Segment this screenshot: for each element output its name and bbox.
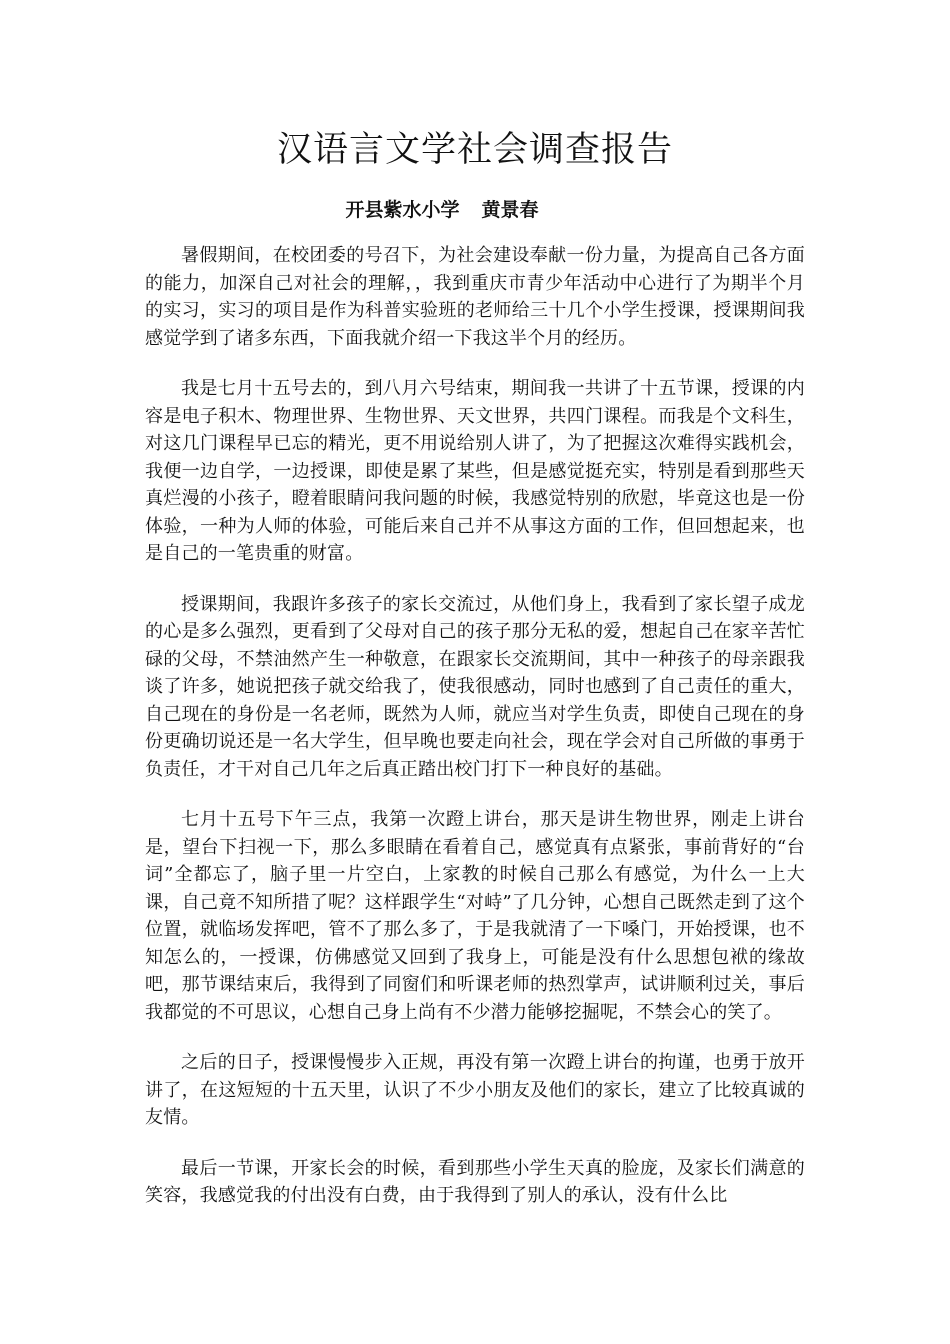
paragraph: 七月十五号下午三点，我第一次蹬上讲台，那天是讲生物世界，刚走上讲台是，望台下扫视一下，那么多眼睛在看着自己，感觉真有点紧张，事前背好的“台词”全都忘了，脑子里一片空白，上家教的时候自己那么有感觉，为什么一上大课，自己竟不知所措了呢？这样跟学生“对峙”了几分钟，心想自己既然走到了这个位置，就临场发挥吧，管不了那么多了，于是我就清了一下嗓门，开始授课，也不知怎么的，一授课，仿佛感觉又回到了我身上，可能是没有什么思想包袱的缘故吧，那节课结束后，我得到了同窗们和听课老师的热烈掌声，试讲顺利过关，事后我都觉的不可思议，心想自己身上尚有不少潜力能够挖掘呢，不禁会心的笑了。	[145, 809, 805, 1023]
author-byline	[0, 196, 884, 224]
paragraph: 我是七月十五号去的，到八月六号结束，期间我一共讲了十五节课，授课的内容是电子积木、物理世界、生物世界、天文世界，共四门课程。而我是个文科生，对这几门课程早已忘的精光，更不用说给别人讲了，为了把握这次难得实践机会，我便一边自学，一边授课，即使是累了某些，但是感觉挺充实，特别是看到那些天真烂漫的小孩子，瞪着眼睛问我问题的时候，我感觉特别的欣慰，毕竟这也是一份体验，一种为人师的体验，可能后来自己并不从事这方面的工作，但回想起来，也是自己的一笔贵重的财富。	[145, 378, 805, 564]
author-school: 开县紫水小学	[345, 199, 460, 221]
paragraph: 授课期间，我跟许多孩子的家长交流过，从他们身上，我看到了家长望子成龙的心是多么强烈，更看到了父母对自己的孩子那分无私的爱，想起自己在家辛苦忙碌的父母，不禁油然产生一种敬意，在跟家长交流期间，其中一种孩子的母亲跟我谈了许多，她说把孩子就交给我了，使我很感动，同时也感到了自己责任的重大，自己现在的身份是一名老师，既然为人师，就应当对学生负责，即使自己现在的身份更确切说还是一名大学生，但早晚也要走向社会，现在学会对自己所做的事勇于负责任，才干对自己几年之后真正踏出校门打下一种良好的基础。	[145, 593, 805, 780]
paragraph: 之后的日子，授课慢慢步入正规，再没有第一次蹬上讲台的拘谨，也勇于放开讲了，在这短短的十五天里，认识了不少小朋友及他们的家长，建立了比较真诚的友情。	[145, 1052, 805, 1128]
document-title: 汉语言文学社会调查报告	[276, 130, 673, 170]
paragraph: 暑假期间，在校团委的号召下，为社会建设奉献一份力量，为提高自己各方面的能力，加深自己对社会的理解，，我到重庆市青少年活动中心进行了为期半个月的实习，实习的项目是作为科普实验班的老师给三十几个小学生授课，授课期间我感觉学到了诸多东西，下面我就介绍一下我这半个月的经历。	[145, 245, 805, 349]
document-body	[145, 242, 805, 1233]
author-name: 黄景春	[481, 199, 539, 221]
paragraph: 最后一节课，开家长会的时候，看到那些小学生天真的脸庞，及家长们满意的笑容，我感觉我的付出没有白费，由于我得到了别人的承认，没有什么比	[145, 1157, 805, 1206]
